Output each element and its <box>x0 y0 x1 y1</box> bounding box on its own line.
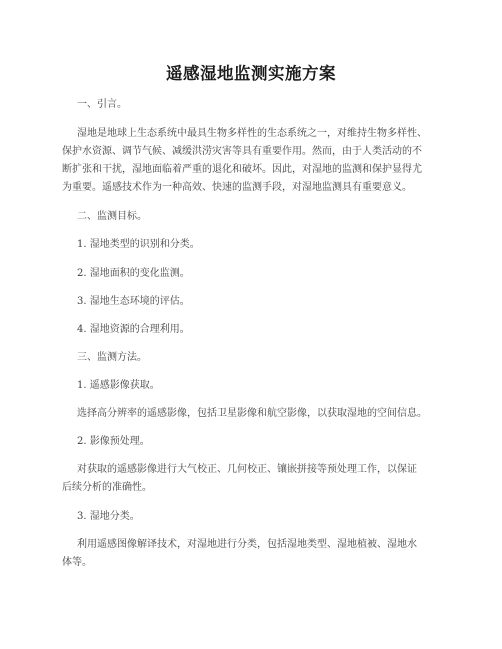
list-item: 2. 湿地面积的变化监测。 <box>77 268 190 279</box>
list-item: 4. 湿地资源的合理利用。 <box>77 324 190 335</box>
section-heading-introduction: 一、引言。 <box>77 99 127 110</box>
list-item: 1. 遥感影像获取。 <box>77 380 160 391</box>
paragraph-line: 体等。 <box>62 557 92 568</box>
list-item: 1. 湿地类型的识别和分类。 <box>77 239 200 250</box>
paragraph-line: 利用遥感图像解译技术，对湿地进行分类，包括湿地类型、湿地植被、湿地水 <box>77 539 417 550</box>
list-item: 2. 影像预处理。 <box>77 436 150 447</box>
paragraph-line: 断扩张和干扰，湿地面临着严重的退化和破坏。因此，对湿地的监测和保护显得尤 <box>62 164 422 175</box>
list-item: 3. 湿地分类。 <box>77 511 140 522</box>
section-heading-methods: 三、监测方法。 <box>77 352 147 363</box>
paragraph-line: 保护水资源、调节气候、减缓洪涝灾害等具有重要作用。然而，由于人类活动的不 <box>62 146 422 157</box>
paragraph-line: 湿地是地球上生态系统中最具生物多样性的生态系统之一，对维持生物多样性、 <box>77 128 427 139</box>
paragraph-line: 对获取的遥感影像进行大气校正、几何校正、镶嵌拼接等预处理工作，以保证 <box>77 464 417 475</box>
document-title: 遥感湿地监测实施方案 <box>166 64 336 83</box>
paragraph-line: 后续分析的准确性。 <box>62 482 152 493</box>
paragraph-line: 为重要。遥感技术作为一种高效、快速的监测手段，对湿地监测具有重要意义。 <box>62 182 412 193</box>
list-item: 3. 湿地生态环境的评估。 <box>77 296 190 307</box>
paragraph-line: 选择高分辨率的遥感影像，包括卫星影像和航空影像，以获取湿地的空间信息。 <box>77 408 427 419</box>
section-heading-goals: 二、监测目标。 <box>77 211 147 222</box>
